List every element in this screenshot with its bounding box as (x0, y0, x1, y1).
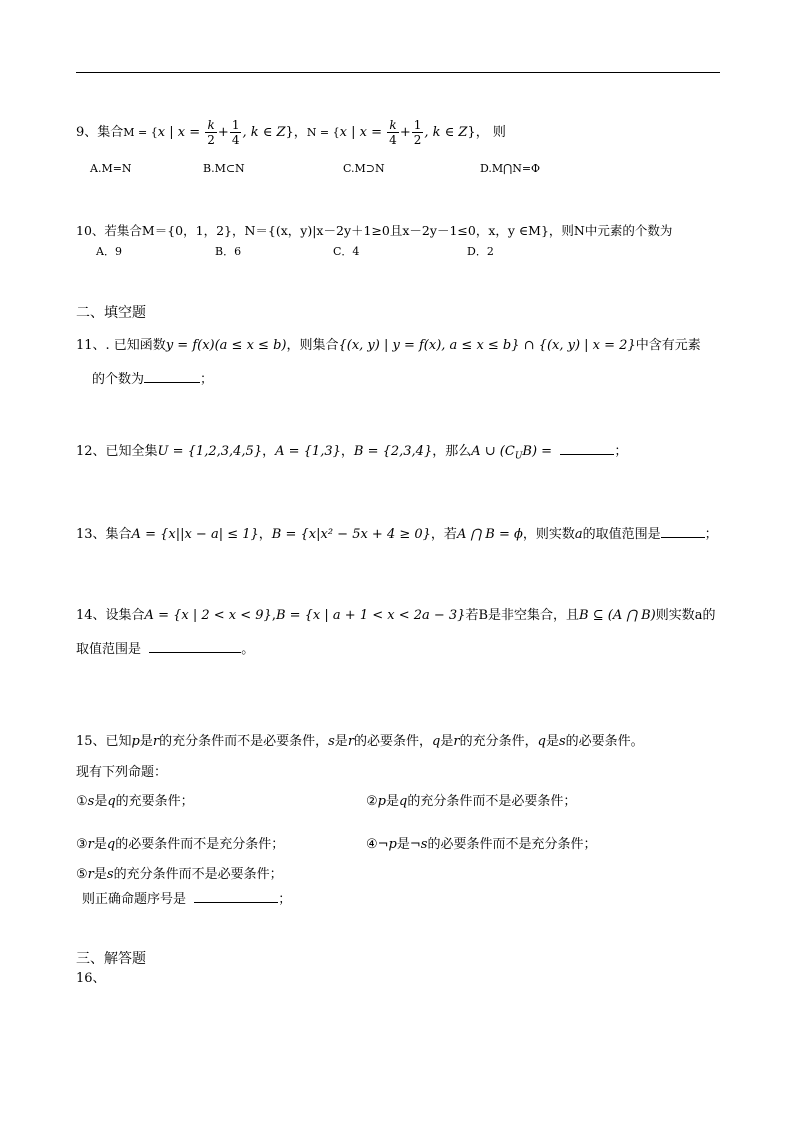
q13-set-a: A = {x||x − a| ≤ 1} (131, 527, 259, 542)
q12-expression-end: B) = (522, 444, 553, 459)
q15-p4-run: ¬p (377, 837, 397, 852)
q15-p1-run: s (87, 794, 95, 809)
q15-line-2: 现有下列命题： (76, 765, 168, 780)
question-11 (76, 337, 701, 355)
q15-line1-run: 的充分条件， (459, 734, 538, 749)
q15-line1-run: q (537, 734, 546, 749)
q9-close: }， (467, 125, 489, 140)
question-9 (76, 118, 506, 147)
q12-universal-set: U = {1,2,3,4,5} (157, 444, 263, 459)
section-fill-in-header: 二、填空题 (76, 305, 146, 321)
q9-var: x (177, 125, 186, 140)
q11-line-2 (92, 368, 213, 389)
q12-prefix: 12、已知全集 (76, 444, 158, 459)
q14-answer-blank[interactable] (149, 638, 241, 653)
q11-prefix: 11、. 已知函数 (76, 338, 166, 353)
q9-frac-k2: $\frac{k}{2}$ (207, 118, 215, 147)
q9-bar: | (165, 125, 178, 140)
q9-eq: = (185, 125, 205, 140)
question-10: 10、若集合M＝{0，1，2}，N＝{(x，y)|x－2y＋1≥0且x－2y－1≤0，x，y ∈M}，则N中元素的个数为 (76, 223, 673, 238)
q9-bar: | (347, 125, 360, 140)
q12-end: ； (614, 444, 628, 459)
q10-option-b: B．6 (215, 245, 242, 258)
q11-end: ； (200, 372, 214, 387)
q9-option-a: A.M=N (90, 162, 132, 175)
q13-condition: A ⋂ B = ϕ (456, 527, 523, 542)
q15-p4-run: ④ (366, 837, 378, 852)
q12-set-a: A = {1,3} (275, 444, 341, 459)
q15-answer-line (82, 888, 291, 909)
q9-number: 9、集合 (76, 125, 124, 140)
q13-prefix: 13、集合 (76, 527, 132, 542)
q12-subscript: U (514, 451, 523, 462)
question-15 (76, 733, 644, 751)
q15-line1-run: q (432, 734, 441, 749)
q10-option-c: C．4 (333, 245, 360, 258)
q15-line1-run: p (131, 734, 140, 749)
q9-frac-14: $\frac{1}{4}$ (231, 118, 240, 147)
q15-p4-run: ¬s (409, 837, 428, 852)
q14-prefix: 14、设集合 (76, 608, 145, 623)
q9-tail: , k ∈ Z (242, 125, 286, 140)
q14-mid: 若B是非空集合，且 (465, 608, 580, 623)
q12-sep: ， (262, 444, 276, 459)
q14-end: 。 (241, 642, 255, 657)
q15-p3-run: r (87, 837, 94, 852)
question-16: 16、 (76, 971, 106, 986)
q15-line1-run: 15、已知 (76, 734, 132, 749)
q15-p4-run: 是 (396, 837, 410, 852)
header-rule (76, 72, 720, 73)
q13-suffix: 的取值范围是 (582, 527, 661, 542)
q14-line-2 (76, 638, 254, 659)
q15-line1-run: 的必要条件。 (565, 734, 644, 749)
q9-plus: + (217, 125, 229, 140)
question-13 (76, 523, 718, 544)
q13-variable: a (574, 527, 583, 542)
q9-then: 则 (492, 125, 506, 140)
q15-p3-run: q (106, 837, 116, 852)
q9-m-open: M = { (123, 126, 158, 139)
q12-answer-blank[interactable] (560, 440, 614, 455)
q15-line1-run: s (558, 734, 566, 749)
q14-suffix: 则实数a的 (655, 608, 716, 623)
q9-option-c: C.M⊃N (343, 162, 385, 175)
q15-line1-run: 的充分条件而不是必要条件， (159, 734, 329, 749)
q15-line1-run: 是 (545, 734, 559, 749)
q9-plus: + (399, 125, 411, 140)
q15-line1-run: s (328, 734, 335, 749)
q13-mid: ，若 (430, 527, 457, 542)
q15-line1-run: 的必要条件， (354, 734, 433, 749)
question-14 (76, 607, 716, 625)
q13-answer-blank[interactable] (661, 523, 705, 538)
q15-line1-run: r (453, 734, 460, 749)
q9-frac-k4: $\frac{k}{4}$ (389, 118, 397, 147)
q15-p3-run: 是 (93, 837, 107, 852)
q9-eq: = (367, 125, 387, 140)
q15-p2-run: 的充分条件而不是必要条件； (407, 794, 577, 809)
q15-p5-run: s (106, 867, 114, 882)
q13-sep: ， (258, 527, 272, 542)
q13-end: ； (704, 527, 718, 542)
q11-line2-text: 的个数为 (92, 372, 145, 387)
q15-p2-run: q (399, 794, 408, 809)
q15-proposition-5 (76, 866, 283, 884)
q9-option-d: D.M⋂N=Φ (480, 162, 541, 175)
q15-p5-run: 的充分条件而不是必要条件； (113, 867, 283, 882)
q15-proposition-3 (76, 836, 284, 854)
q15-proposition-2 (366, 793, 576, 811)
q11-set: {(x, y) | y = f(x), a ≤ x ≤ b} ∩ {(x, y) | x = 2} (338, 338, 636, 353)
q11-answer-blank[interactable] (144, 368, 200, 383)
q15-p5-run: ⑤ (76, 867, 88, 882)
q12-sep: ， (340, 444, 354, 459)
q15-p3-run: 的必要条件而不是充分条件； (115, 837, 285, 852)
q15-p1-run: 是 (94, 794, 108, 809)
q15-answer-label: 则正确命题序号是 (82, 892, 187, 907)
q15-line1-run: r (152, 734, 160, 749)
q11-mid: ，则集合 (286, 338, 339, 353)
q9-option-b: B.M⊂N (203, 162, 245, 175)
q11-function: y = f(x)(a ≤ x ≤ b) (165, 338, 287, 353)
q9-frac-12: $\frac{1}{2}$ (413, 118, 422, 147)
q15-p4-run: 的必要条件而不是充分条件； (427, 837, 597, 852)
q15-proposition-4 (366, 836, 596, 854)
q9-close: }， (285, 125, 307, 140)
question-12 (76, 440, 627, 466)
q11-suffix: 中含有元素 (635, 338, 701, 353)
q12-mid: ，那么 (432, 444, 472, 459)
q9-var: x (359, 125, 367, 140)
q15-proposition-1 (76, 793, 194, 811)
q9-var: x (339, 125, 347, 140)
q9-n-open: N = { (306, 126, 340, 139)
q15-p1-run: q (107, 794, 116, 809)
q15-end: ； (278, 892, 292, 907)
q14-condition: B ⊆ (A ⋂ B) (579, 608, 656, 623)
q15-p1-run: 的充要条件； (115, 794, 194, 809)
q15-p3-run: ③ (76, 837, 88, 852)
q15-line1-run: 是 (334, 734, 348, 749)
q9-tail: , k ∈ Z (424, 125, 468, 140)
q13-mid2: ，则实数 (522, 527, 575, 542)
q13-set-b: B = {x|x² − 5x + 4 ≥ 0} (271, 527, 431, 542)
q15-answer-blank[interactable] (194, 888, 278, 903)
q9-var: x (157, 125, 166, 140)
q15-line1-run: 是 (440, 734, 454, 749)
q15-p2-run: ② (366, 794, 378, 809)
q15-p1-run: ① (76, 794, 88, 809)
q14-set-b: B = {x | a + 1 < x < 2a − 3} (275, 608, 466, 623)
q14-sep: , (271, 608, 276, 623)
q15-p5-run: r (87, 867, 94, 882)
q15-p2-run: p (377, 794, 386, 809)
q10-option-d: D．2 (467, 245, 494, 258)
q14-set-a: A = {x | 2 < x < 9} (144, 608, 272, 623)
q15-line1-run: r (347, 734, 355, 749)
q15-p2-run: 是 (385, 794, 399, 809)
q10-option-a: A．9 (96, 245, 122, 258)
q15-p5-run: 是 (93, 867, 107, 882)
q12-expression: A ∪ (C (471, 444, 515, 459)
section-solutions-header: 三、解答题 (76, 951, 146, 967)
q12-set-b: B = {2,3,4} (353, 444, 433, 459)
q14-line2-text: 取值范围是 (76, 642, 142, 657)
q15-line1-run: 是 (139, 734, 153, 749)
